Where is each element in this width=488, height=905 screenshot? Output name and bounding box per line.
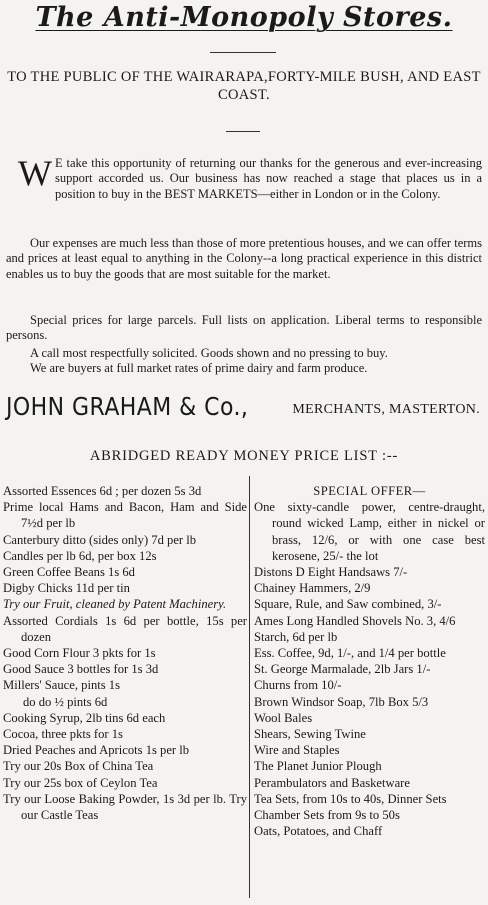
list-item: Canterbury ditto (sides only) 7d per lb bbox=[3, 532, 197, 547]
left-price-column bbox=[3, 483, 247, 823]
column-divider bbox=[249, 476, 250, 898]
list-item: Assorted Cordials 1s 6d per bottle, 15s per dozen bbox=[3, 613, 247, 644]
list-item: Dried Peaches and Apricots 1s per lb bbox=[3, 743, 190, 758]
store-title: The Anti-Monopoly Stores. bbox=[35, 2, 453, 33]
list-item: One sixty-candle power, centre-draught, round wicked Lamp, either in nickel or brass, 12/6, or with one case best kerosene, 25/- the lot bbox=[254, 500, 485, 563]
merchant-line bbox=[6, 392, 482, 422]
paragraph-expenses: Our expenses are much less than those of more pretentious houses, and we can offer terms and prices at least equal to anything in the Colony--a long practical experience in this district enables us to buy the goods that are most suitable for the market. bbox=[6, 236, 482, 281]
list-item: Wool Bales bbox=[254, 710, 313, 725]
list-item: Ames Long Handled Shovels No. 3, 4/6 bbox=[254, 613, 456, 628]
list-item: Chainey Hammers, 2/9 bbox=[254, 581, 371, 596]
list-item: Green Coffee Beans 1s 6d bbox=[3, 565, 135, 580]
list-item: Oats, Potatoes, and Chaff bbox=[254, 824, 383, 839]
list-item: Prime local Hams and Bacon, Ham and Side 7½d per lb bbox=[3, 500, 247, 531]
list-item: Cooking Syrup, 2lb tins 6d each bbox=[3, 710, 166, 725]
list-item: Brown Windsor Soap, 7lb Box 5/3 bbox=[254, 694, 429, 709]
list-item: The Planet Junior Plough bbox=[254, 759, 382, 774]
price-list-title: ABRIDGED READY MONEY PRICE LIST :-- bbox=[89, 448, 399, 464]
paragraph-thanks-text: E take this opportunity of returning our thanks for the generous and ever-increasing support accorded us. Our business has now reached a stage that places us in a position to buy in the BEST MARKETS—either in London or in the Colony. bbox=[54, 156, 482, 201]
list-item: Try our Fruit, cleaned by Patent Machinery. bbox=[3, 597, 227, 612]
list-item: Square, Rule, and Saw combined, 3/- bbox=[254, 597, 442, 612]
list-item: Candles per lb 6d, per box 12s bbox=[3, 548, 157, 563]
list-item: Try our 25s box of Ceylon Tea bbox=[3, 775, 158, 790]
list-item: Try our 20s Box of China Tea bbox=[3, 759, 154, 774]
list-item: do do ½ pints 6d bbox=[23, 694, 108, 709]
list-item: Tea Sets, from 10s to 40s, Dinner Sets bbox=[254, 791, 447, 806]
list-item: Cocoa, three pkts for 1s bbox=[3, 727, 123, 742]
list-item: Good Corn Flour 3 pkts for 1s bbox=[3, 646, 156, 661]
list-item: St. George Marmalade, 2lb Jars 1/- bbox=[254, 662, 431, 677]
merchant-location: MERCHANTS, MASTERTON. bbox=[292, 402, 480, 417]
list-item: Wire and Staples bbox=[254, 743, 340, 758]
paragraph-special-prices: Special prices for large parcels. Full lists on application. Liberal terms to responsible persons. bbox=[6, 313, 482, 343]
list-item: Shears, Sewing Twine bbox=[254, 727, 366, 742]
list-item: Distons D Eight Handsaws 7/- bbox=[254, 565, 408, 580]
list-item: Starch, 6d per lb bbox=[254, 629, 338, 644]
list-item: Good Sauce 3 bottles for 1s 3d bbox=[3, 662, 159, 677]
list-item: Churns from 10/- bbox=[254, 678, 342, 693]
list-item: Try our Loose Baking Powder, 1s 3d per lb. Try our Castle Teas bbox=[3, 791, 247, 823]
special-offer-heading: SPECIAL OFFER— bbox=[313, 484, 426, 498]
list-item: Chamber Sets from 9s to 50s bbox=[254, 808, 400, 823]
heading-rule bbox=[226, 131, 260, 132]
title-rule bbox=[210, 52, 276, 53]
drop-cap: W bbox=[18, 153, 52, 193]
paragraph-buyers: We are buyers at full market rates of prime dairy and farm produce. bbox=[30, 361, 368, 375]
merchant-name: JOHN GRAHAM & Co., bbox=[6, 392, 249, 421]
right-price-column bbox=[254, 483, 485, 839]
list-item: Ess. Coffee, 9d, 1/-, and 1/4 per bottle bbox=[254, 646, 446, 661]
list-item: Perambulators and Basketware bbox=[254, 775, 410, 790]
list-item: Assorted Essences 6d ; per dozen 5s 3d bbox=[3, 484, 202, 498]
paragraph-call: A call most respectfully solicited. Goods shown and no pressing to buy. bbox=[30, 346, 388, 360]
paragraph-thanks bbox=[6, 153, 482, 202]
list-item: Digby Chicks 11d per tin bbox=[3, 581, 130, 596]
list-item: Millers' Sauce, pints 1s bbox=[3, 678, 121, 693]
address-heading: TO THE PUBLIC OF THE WAIRARAPA,FORTY-MILE BUSH, AND EAST COAST. bbox=[7, 69, 481, 103]
